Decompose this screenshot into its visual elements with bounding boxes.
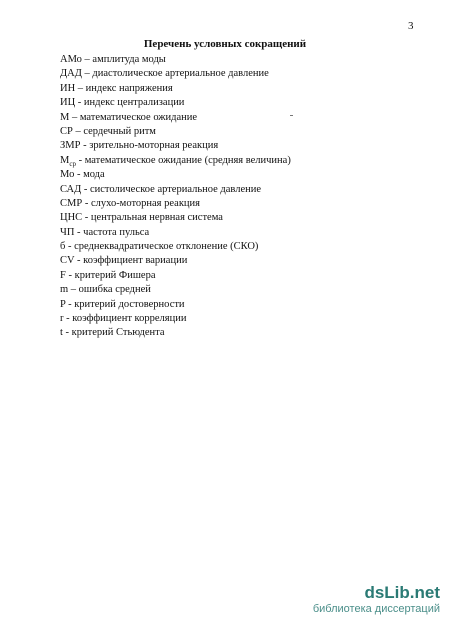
abbreviation-separator: - — [65, 298, 75, 310]
abbreviation-meaning: критерий Фишера — [74, 269, 156, 281]
abbreviation-separator: – — [81, 68, 93, 80]
abbreviation-meaning: зрительно-моторная реакция — [89, 140, 219, 152]
abbreviation-separator: – — [69, 111, 80, 123]
abbreviation-separator: - — [80, 140, 90, 152]
abbreviation-separator: - — [74, 169, 84, 181]
abbreviation-meaning: сердечный ритм — [83, 125, 156, 137]
abbreviation-separator: - — [62, 327, 72, 339]
abbreviation-separator: - — [75, 97, 84, 109]
scan-speck — [290, 115, 293, 116]
abbreviation-separator: - — [82, 197, 91, 209]
abbreviation-item — [60, 197, 291, 211]
abbreviation-meaning: амплитуда моды — [92, 54, 166, 65]
abbreviation-separator: - — [63, 313, 73, 325]
abbreviation-separator: - — [65, 269, 75, 281]
abbreviation-item — [60, 269, 291, 283]
abbreviation-term: t — [60, 327, 63, 339]
abbreviation-term: ЦНС — [60, 212, 83, 224]
abbreviation-meaning: слухо-моторная реакция — [90, 197, 200, 209]
abbreviation-separator: - — [82, 212, 91, 224]
abbreviation-item — [60, 312, 291, 326]
abbreviation-term: F — [60, 269, 66, 281]
watermark — [278, 584, 440, 616]
abbreviation-separator: - — [74, 255, 84, 267]
abbreviation-item — [60, 139, 291, 153]
abbreviation-term: P — [60, 298, 66, 310]
abbreviation-term: ИЦ — [60, 97, 76, 109]
abbreviation-term: М — [60, 154, 70, 166]
abbreviation-term: М — [60, 111, 70, 123]
abbreviation-meaning: индекс централизации — [83, 97, 185, 109]
watermark-tagline: библиотека диссертаций — [312, 603, 440, 615]
abbreviation-separator: - — [65, 241, 75, 253]
abbreviation-item — [60, 326, 291, 340]
abbreviation-meaning: математическое ожидание — [79, 111, 198, 123]
abbreviation-meaning: центральная нервная система — [90, 212, 223, 224]
abbreviation-separator: – — [81, 54, 93, 65]
abbreviation-separator: - — [75, 154, 85, 166]
abbreviation-term: ДАД — [60, 68, 82, 80]
abbreviation-meaning: диастолическое артериальное давление — [92, 68, 269, 80]
abbreviation-term: ЗМР — [60, 140, 81, 152]
abbreviation-separator: - — [81, 183, 90, 195]
abbreviation-meaning: критерий Стьюдента — [71, 327, 165, 339]
abbreviation-item — [60, 154, 291, 168]
abbreviation-list — [60, 53, 291, 341]
abbreviation-meaning: критерий достоверности — [74, 298, 185, 310]
abbreviation-term: r — [60, 313, 64, 325]
abbreviation-separator: – — [75, 82, 86, 94]
abbreviation-item — [60, 240, 291, 254]
abbreviation-term: ЧП — [60, 226, 75, 238]
abbreviation-separator: – — [68, 284, 79, 296]
abbreviation-term: САД — [60, 183, 82, 195]
abbreviation-separator: – — [72, 125, 84, 137]
abbreviation-meaning: математическое ожидание (средняя величина) — [84, 154, 291, 166]
abbreviation-item — [60, 298, 291, 312]
abbreviation-term: Мо — [60, 169, 75, 181]
abbreviation-meaning: систолическое артериальное давление — [89, 183, 262, 195]
abbreviation-meaning: среднеквадратическое отклонение (СКО) — [74, 241, 259, 253]
abbreviation-term: б — [60, 241, 66, 253]
abbreviation-item — [60, 211, 291, 225]
abbreviation-term: СМР — [60, 197, 83, 209]
abbreviation-meaning: коэффициент корреляции — [72, 313, 187, 325]
abbreviation-meaning: коэффициент вариации — [83, 255, 188, 267]
abbreviation-item — [60, 82, 291, 96]
abbreviation-separator: - — [74, 226, 84, 238]
abbreviation-term: m — [60, 284, 69, 296]
abbreviation-term: ИН — [60, 82, 76, 94]
abbreviation-term: СР — [60, 125, 73, 137]
abbreviation-subscript: ср — [69, 159, 76, 168]
abbreviation-term: CV — [60, 255, 75, 267]
page-title: Перечень условных сокращений — [143, 38, 307, 50]
abbreviation-item — [60, 125, 291, 139]
abbreviation-item — [60, 183, 291, 197]
abbreviation-item — [60, 67, 291, 81]
abbreviation-item — [60, 111, 291, 125]
abbreviation-item — [60, 53, 291, 67]
abbreviation-item — [60, 283, 291, 297]
abbreviation-item — [60, 254, 291, 268]
abbreviation-item — [60, 96, 291, 110]
abbreviation-term: АМо — [60, 54, 82, 65]
abbreviation-item — [60, 226, 291, 240]
page-number: 3 — [408, 20, 414, 32]
abbreviation-meaning: индекс напряжения — [85, 82, 173, 94]
watermark-logo: dsLib.net — [364, 583, 440, 602]
abbreviation-meaning: частота пульса — [83, 226, 150, 238]
abbreviation-meaning: ошибка средней — [78, 284, 151, 296]
abbreviation-item — [60, 168, 291, 182]
abbreviation-meaning: мода — [83, 169, 105, 181]
